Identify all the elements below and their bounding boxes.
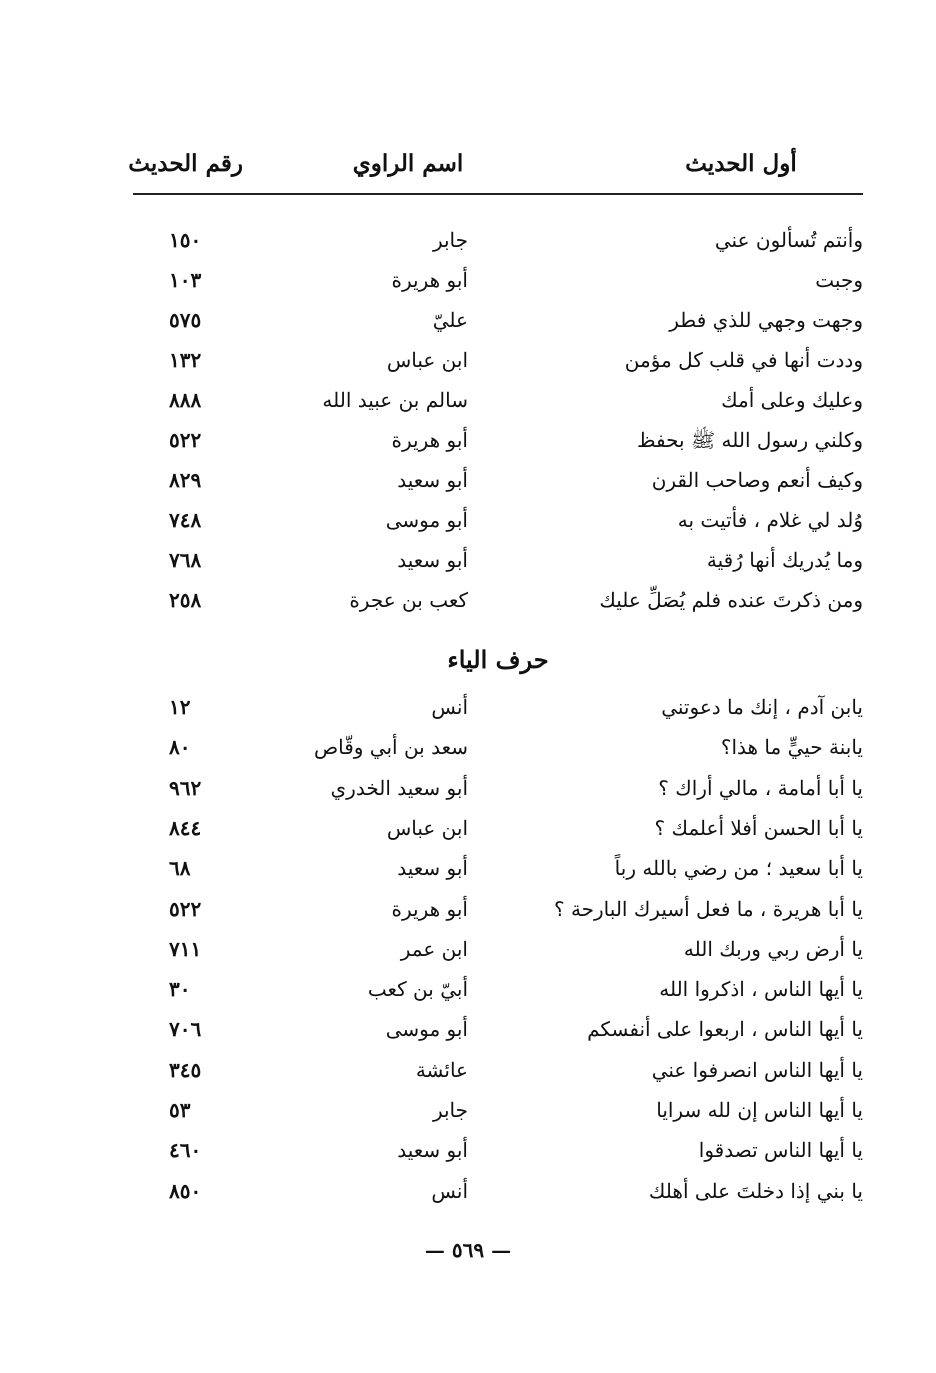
hadith-number: ٣٠: [169, 977, 191, 1002]
table-row: [133, 816, 863, 852]
hadith-number: ٢٥٨: [169, 588, 202, 612]
hadith-first-words: ومن ذكرتَ عنده فلم يُصَلِّ عليك: [599, 588, 863, 612]
hadith-number: ٨٨٨: [169, 388, 202, 412]
table-row: [133, 1138, 863, 1174]
table-row: [133, 735, 863, 771]
table-row: [133, 588, 863, 624]
narrator-name: سعد بن أبي وقّاص: [313, 735, 468, 760]
hadith-first-words: يا أيها الناس تصدقوا: [698, 1138, 863, 1163]
narrator-name: أبو هريرة: [391, 428, 468, 452]
narrator-name: أبيّ بن كعب: [367, 977, 468, 1002]
hadith-first-words: يا أرض ربي وربك الله: [683, 936, 863, 961]
narrator-name: جابر: [432, 228, 468, 252]
header-narrator: اسم الراوي: [352, 150, 464, 177]
narrator-name: ابن عباس: [386, 815, 468, 840]
hadith-first-words: يا أبا الحسن أفلا أعلمك ؟: [654, 815, 863, 840]
header-rule: [133, 193, 863, 195]
narrator-name: أبو سعيد: [397, 1138, 468, 1163]
table-row: [133, 695, 863, 731]
narrator-name: عائشة: [415, 1057, 468, 1082]
hadith-first-words: يا أيها الناس انصرفوا عني: [651, 1057, 863, 1082]
table-row: [133, 388, 863, 424]
table-row: [133, 308, 863, 344]
hadith-number: ١٥٠: [169, 228, 202, 252]
hadith-number: ٥٢٢: [169, 428, 202, 452]
table-row: [133, 268, 863, 304]
table-row: [133, 1179, 863, 1215]
hadith-first-words: وعليك وعلى أمك: [721, 388, 863, 412]
hadith-number: ١٢: [169, 695, 191, 719]
hadith-number: ٥٧٥: [169, 308, 202, 332]
table-row: [133, 468, 863, 504]
hadith-first-words: يا أيها الناس إن لله سرايا: [656, 1098, 863, 1122]
hadith-number: ٧٠٦: [169, 1017, 202, 1042]
hadith-first-words: وما يُدريك أنها رُقية: [706, 548, 863, 572]
narrator-name: أبو سعيد: [397, 548, 468, 572]
hadith-number: ٨٠: [169, 735, 191, 760]
table-row: [133, 348, 863, 384]
hadith-number: ٥٢٢: [169, 896, 202, 921]
narrator-name: أنس: [431, 695, 468, 719]
narrator-name: أنس: [431, 1178, 468, 1203]
hadith-first-words: يابنة حييٍّ ما هذا؟: [720, 735, 863, 760]
table-header: [128, 150, 863, 190]
table-row: [133, 508, 863, 544]
narrator-name: أبو سعيد الخدري: [330, 775, 468, 800]
hadith-first-words: يا أبا أمامة ، مالي أراك ؟: [658, 775, 863, 800]
hadith-number: ٤٦٠: [169, 1138, 202, 1163]
hadith-first-words: وكيف أنعم وصاحب القرن: [651, 468, 863, 492]
hadith-number: ٧١١: [169, 936, 202, 961]
narrator-name: ابن عباس: [386, 348, 468, 372]
hadith-number: ٥٣: [169, 1098, 191, 1122]
hadith-first-words: وأنتم تُسألون عني: [714, 228, 863, 252]
narrator-name: كعب بن عجرة: [349, 588, 468, 612]
section-title: حرف الياء: [447, 645, 549, 674]
narrator-name: عليّ: [432, 308, 468, 332]
hadith-first-words: وددت أنها في قلب كل مؤمن: [624, 348, 863, 372]
header-number: رقم الحديث: [128, 150, 243, 177]
table-row: [133, 977, 863, 1013]
hadith-number: ٣٤٥: [169, 1057, 202, 1082]
table-row: [133, 776, 863, 812]
narrator-name: جابر: [432, 1098, 468, 1122]
hadith-number: ٦٨: [169, 856, 191, 881]
hadith-first-words: يابن آدم ، إنك ما دعوتني: [661, 695, 863, 719]
narrator-name: أبو سعيد: [397, 856, 468, 881]
hadith-first-words: وُلد لي غلام ، فأتيت به: [677, 508, 863, 532]
narrator-name: أبو موسى: [385, 1017, 468, 1042]
narrator-name: أبو هريرة: [391, 268, 468, 292]
narrator-name: أبو سعيد: [397, 468, 468, 492]
narrator-name: أبو هريرة: [391, 896, 468, 921]
table-row: [133, 428, 863, 464]
hadith-first-words: يا أبا هريرة ، ما فعل أسيرك البارحة ؟: [553, 896, 863, 921]
table-row: [133, 228, 863, 264]
page-number: — ٥٦٩ —: [424, 1238, 512, 1262]
table-row: [133, 897, 863, 933]
table-row: [133, 1058, 863, 1094]
table-row: [133, 1017, 863, 1053]
table-row: [133, 548, 863, 584]
hadith-first-words: يا أيها الناس ، اربعوا على أنفسكم: [587, 1017, 863, 1042]
hadith-number: ٧٦٨: [169, 548, 202, 572]
hadith-first-words: يا أيها الناس ، اذكروا الله: [659, 977, 863, 1002]
header-first-words: أول الحديث: [685, 150, 797, 177]
hadith-first-words: يا أبا سعيد ؛ من رضي بالله رباً: [614, 856, 863, 881]
narrator-name: ابن عمر: [400, 936, 468, 961]
hadith-first-words: وجهت وجهي للذي فطر: [669, 308, 863, 332]
table-row: [133, 937, 863, 973]
hadith-number: ١٣٢: [169, 348, 202, 372]
narrator-name: أبو موسى: [385, 508, 468, 532]
hadith-first-words: يا بني إذا دخلتَ على أهلك: [648, 1178, 863, 1203]
hadith-number: ١٠٣: [169, 268, 202, 292]
hadith-number: ٩٦٢: [169, 775, 202, 800]
hadith-number: ٨٥٠: [169, 1178, 202, 1203]
table-row: [133, 856, 863, 892]
hadith-first-words: وكلني رسول الله ﷺ بحفظ: [637, 428, 863, 452]
hadith-number: ٨٢٩: [169, 468, 202, 492]
narrator-name: سالم بن عبيد الله: [322, 388, 468, 412]
table-row: [133, 1098, 863, 1134]
hadith-number: ٨٤٤: [169, 815, 202, 840]
hadith-first-words: وجبت: [815, 268, 863, 292]
hadith-number: ٧٤٨: [169, 508, 202, 532]
